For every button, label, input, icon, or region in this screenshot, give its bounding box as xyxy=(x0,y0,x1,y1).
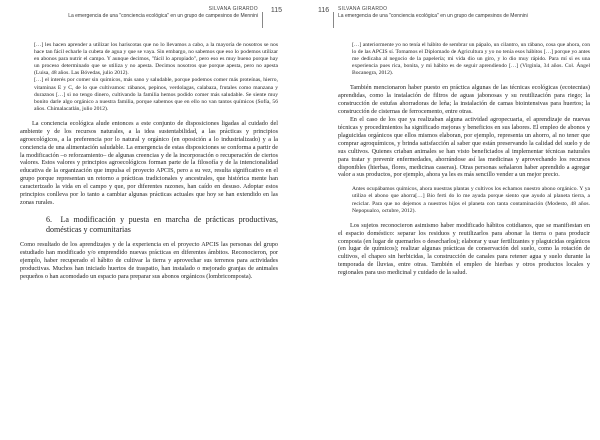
spacer xyxy=(338,215,590,222)
spacer xyxy=(20,113,278,120)
block-quote: […] anteriormente yo no tenía el hábito de sembrar un pápalo, un cilantro, un rábano, cosa que ahora, con lo de las APCIS sí. Tomamos el Diplomado de Agricultura y yo no tenía esos hábitos […] porque yo antes me dedicaba al negocio de la papelería; mi vida dio un giro, y lo dio muy rápido. Para mí si es una experiencia pues rica, bonita, y mi hábito es de seguir aprendiendo […] (Virginia, 34 años. Col. Ángel Bocanegra, 2012). xyxy=(352,42,590,77)
section-number: 6. xyxy=(46,214,52,224)
body-paragraph: En el caso de los que ya realizaban alguna actividad agropecuaria, el aprendizaje de nuevas técnicas y procedimientos ha significado mejoras y beneficios en sus labores. El empleo de abonos y plaguicidas orgánicos que ellos mismos elaboran, por ejemplo, representa un ahorro, al no tener que comprar agroquímicos, y brinda satisfacción al saber que están preservando la calidad del suelo y de sus cultivos. Quienes criaban animales se han visto beneficiados al implementar técnicas naturales para tratar y prevenir enfermedades, ahorrándose así las medicinas y aprovechando los recursos disponibles (hierbas, flores, medicinas caseras). Otras personas señalaron haber aprendido a agregar valor a sus productos, por ejemplo, ahora ya les es más sencillo vender a un mejor precio. xyxy=(338,116,590,179)
right-body xyxy=(338,42,590,277)
running-header-right xyxy=(338,6,528,28)
body-paragraph: Los sujetos reconocieron asimismo haber modificado hábitos cotidianos, que se manifiestan en el espacio doméstico: separar los residuos y reutilizarlos para abonar la tierra o para producir composta (en lugar de quemarlos o desecharlos); elaborar y usar fertilizantes y plaguicidas orgánicos (en lugar de químicos); realizar algunas prácticas de conservación del suelo, como la rotación de cultivos, el chapeo sin herbicidas, la construcción de canales para retener agua y suelo durante la temporada de lluvias, entre otras. También el empleo de hierbas y otros productos locales y regionales para uso medicinal y cuidado de la salud. xyxy=(338,221,590,277)
block-quote: Antes ocupábamos químicos, ahora nuestras plantas y cultivos los echamos nuestro abono orgánico. Y ya utilizo el abono que ahorra[…] Bio ferti do lo me ayuda porque siento que ayudo al planeta tierra, a reciclar. Para que no dejemos a nuestros hijos el planeta con tanta contaminación (Modesto, 48 años. Nepopualco, octubre, 2012). xyxy=(352,186,590,214)
header-title: La emergencia de una "conciencia ecológica" en un grupo de campesinos de Mennini xyxy=(338,13,528,19)
body-paragraph: También mencionaron haber puesto en práctica algunas de las técnicas ecológicas (ecotecnias) aprendidas, como la instalación de filtros de aguas jabonosas y su reutilización para riego; la construcción de estufas ahorradoras de leña; la instalación de camas biointensivas para huertos; la construcción de cisternas de ferrocemento, entre otras. xyxy=(338,84,590,116)
right-page xyxy=(308,0,600,440)
block-quote: […] el interés por comer sin químicos, más sano y saludable, porque podemos comer más proteínas, hierro, vitaminas E y C, de lo que cultivamos: rábanos, pepinos, verdolagas, calabaza, frutales como manzana y duraznos […] si no tengo dinero, cultivando la familia hemos podido comer más saludable. Se siente muy bonito darle algo orgánico a nuestra familia, porque sabemos que en ello no van tantos químicos (Sofía, 56 años. Chimalacatlán, julio 2012). xyxy=(34,77,278,112)
section-title: La modificación y puesta en marcha de prácticas productivas, domésticas y comunitarias xyxy=(46,214,279,234)
header-divider xyxy=(262,12,263,28)
page-number: 116 xyxy=(318,7,330,14)
spacer xyxy=(338,77,590,84)
left-body xyxy=(20,42,278,280)
block-quote: […] les hacen aprender a utilizar los hariscotas que no lo llevamos a cabo, a la mayoría de nosotros se nos hace tan fácil echarle la cubeta de agua y que se vaya. Sin embargo, no sabemos que eso lo podemos utilizar en abonos para nutrir el campo. Y aunque decimos, "fácil lo apropiado", pero eso es muy bueno porque hay un proceso determinado que se utiliza y no apesta. Decimos nosotros que porque apesta, pero no apesta (Luisa, 48 años. Las Bóvedas, julio 2012). xyxy=(34,42,278,77)
left-page xyxy=(0,0,292,440)
header-author: SILVANA GIRARDO xyxy=(208,6,258,12)
body-paragraph: La conciencia ecológica alude entonces a este conjunto de disposiciones ligadas al cuidado del ambiente y de los recursos naturales, a la idea sustentabilidad, a las prácticas y principios agroecológicos, a la preferencia por lo natural y orgánico (en oposición a lo industrializado) y a la conciencia de una alimentación saludable. La emergencia de estas disposiciones se conforma a partir de la modificación –o reforzamiento– de algunas creencias y de la incorporación o recuperación de ciertos valores. Estos valores y principios agroecológicos forman parte de la filosofía y de la intencionalidad educativa de la organización que impulsa el proyecto APCIS, pero a su vez, resulta significativo en el grupo porque representan un retorno a prácticas tradicionales y ancestrales, que histórica mente han caracterizado la vida en el campo y que, por diferentes razones, han caído en desuso. Adoptar estos principios conlleva por lo tanto a cambiar algunas prácticas actuales que hoy se han extendido en las zonas rurales. xyxy=(20,119,278,206)
spacer xyxy=(338,179,590,186)
section-heading xyxy=(46,215,278,235)
body-paragraph: Como resultado de los aprendizajes y de la experiencia en el proyecto APCIS las personas del grupo estudiado han modificado y/o emprendido nuevas prácticas en diferentes ámbitos. Reconocieron, por ejemplo, haber recuperado el hábito de cultivar la tierra y aprovechar sus terrenos para actividades productivas. Muchos han iniciado huertos de traspatio, han instalado o mejorado granjas de animales pequeños o han acomodado un espacio para preparar sus abonos orgánicos (lombricomposta). xyxy=(20,240,278,280)
header-divider xyxy=(333,12,334,28)
page-number: 115 xyxy=(270,7,282,14)
running-header-left xyxy=(68,6,258,28)
header-title: La emergencia de una "conciencia ecológica" en un grupo de campesinos de Mennini xyxy=(68,13,258,19)
header-author: SILVANA GIRARDO xyxy=(338,6,388,12)
